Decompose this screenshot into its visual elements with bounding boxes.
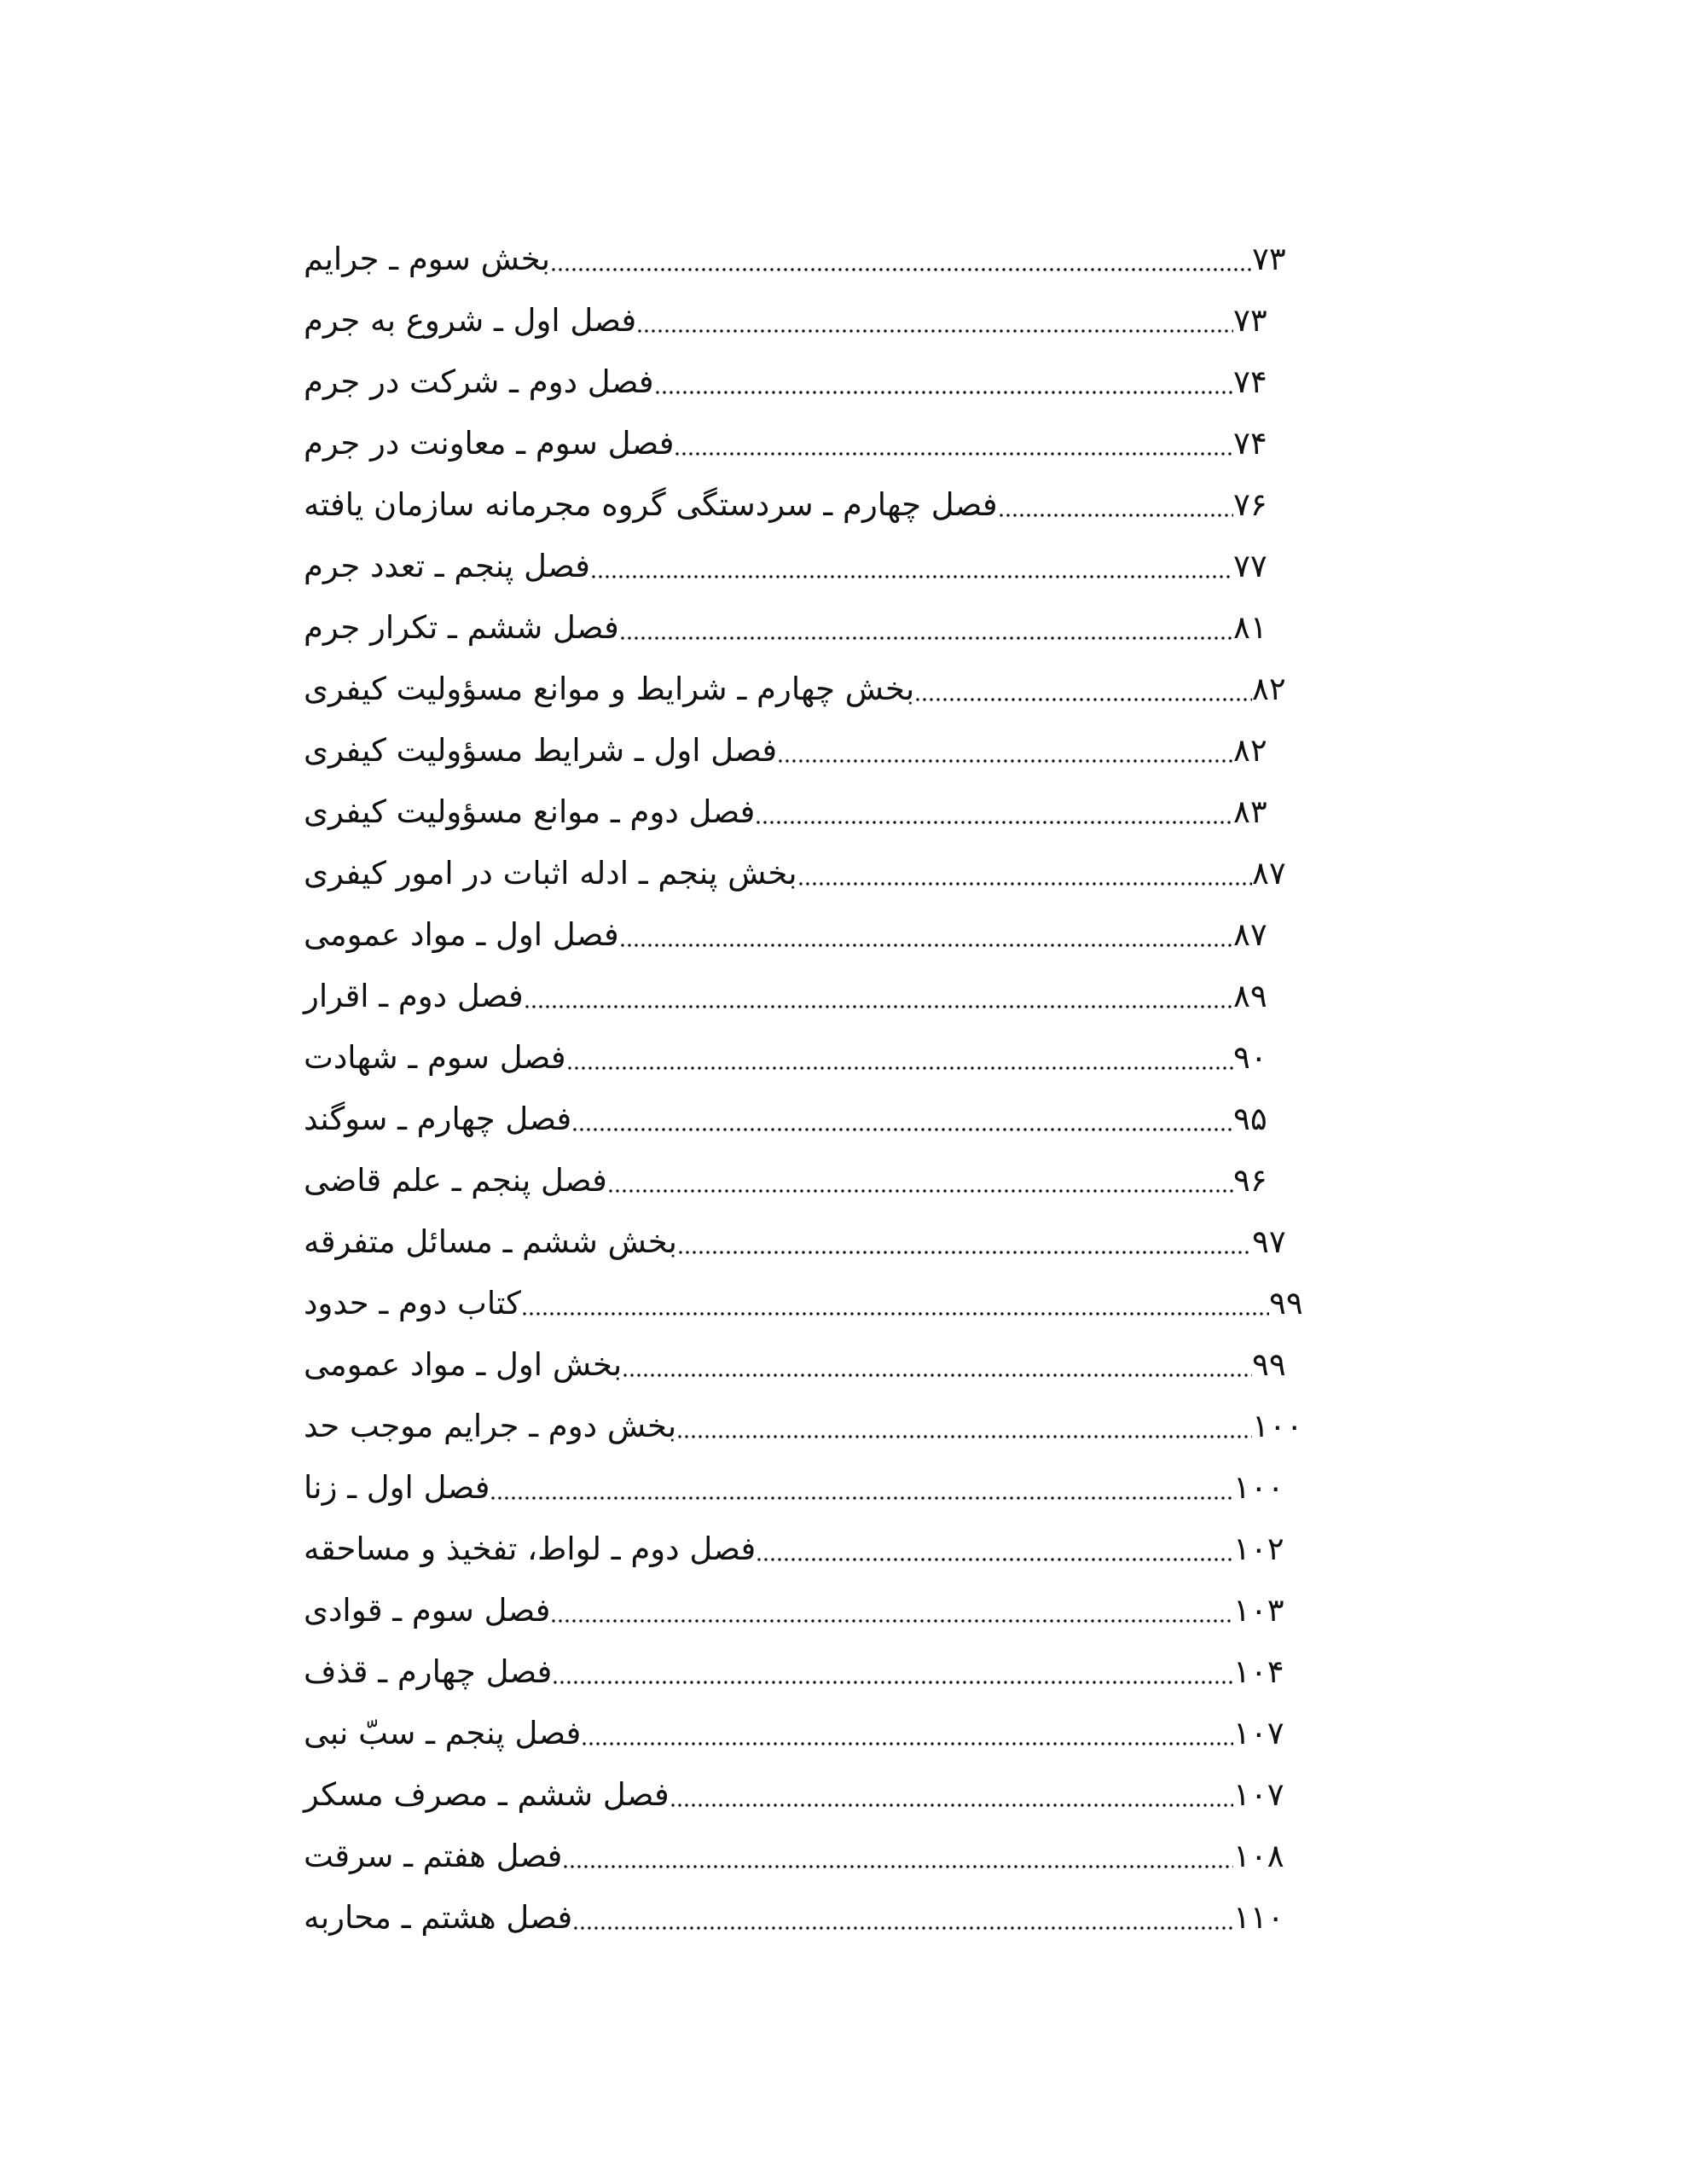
toc-entry-page: ۹۰ xyxy=(1233,1039,1267,1076)
toc-entry-page: ۷۶ xyxy=(1233,486,1267,523)
toc-entry-title: فصل هفتم ـ سرقت xyxy=(304,1838,563,1874)
toc-entry-page: ۷۳ xyxy=(1252,241,1286,277)
toc-entry[interactable] xyxy=(300,1580,1307,1641)
toc-entry-title: بخش چهارم ـ شرایط و موانع مسؤولیت کیفری xyxy=(304,671,915,707)
toc-entry[interactable] xyxy=(300,1273,1342,1334)
toc-entry-title: فصل سوم ـ شهادت xyxy=(304,1039,566,1076)
toc-entry-page: ۱۰۰ xyxy=(1252,1408,1303,1444)
toc-entry[interactable] xyxy=(300,781,1307,843)
dot-leader xyxy=(524,1003,1233,1010)
toc-entry-title: کتاب دوم ـ حدود xyxy=(304,1285,521,1321)
toc-entry-title: فصل چهارم ـ سوگند xyxy=(304,1101,572,1137)
toc-entry[interactable] xyxy=(300,597,1307,659)
dot-leader xyxy=(670,1802,1233,1809)
dot-leader xyxy=(552,1679,1233,1686)
toc-entry[interactable] xyxy=(300,1764,1307,1826)
toc-entry[interactable] xyxy=(300,1641,1307,1703)
toc-entry[interactable] xyxy=(300,290,1307,351)
toc-entry-title: فصل هشتم ـ محاربه xyxy=(304,1899,573,1936)
toc-entry[interactable] xyxy=(300,843,1325,904)
toc-entry-title: فصل سوم ـ معاونت در جرم xyxy=(304,425,675,462)
toc-entry[interactable] xyxy=(300,1211,1325,1273)
dot-leader xyxy=(998,512,1233,519)
dot-leader xyxy=(550,266,1252,273)
toc-entry[interactable] xyxy=(300,1703,1307,1764)
toc-entry[interactable] xyxy=(300,229,1325,290)
toc-entry-page: ۸۹ xyxy=(1233,978,1267,1014)
toc-entry-title: فصل دوم ـ موانع مسؤولیت کیفری xyxy=(304,793,756,830)
dot-leader xyxy=(654,389,1233,396)
toc-entry-title: بخش پنجم ـ ادله اثبات در امور کیفری xyxy=(304,855,797,892)
toc-entry-title: فصل پنجم ـ تعدد جرم xyxy=(304,548,590,584)
dot-leader xyxy=(676,1433,1252,1440)
dot-leader xyxy=(490,1495,1233,1502)
toc-entry-page: ۱۰۴ xyxy=(1233,1653,1284,1690)
dot-leader xyxy=(622,1372,1252,1379)
toc-entry[interactable] xyxy=(300,1887,1307,1949)
toc-entry-page: ۸۲ xyxy=(1233,732,1267,769)
toc-entry[interactable] xyxy=(300,351,1307,413)
dot-leader xyxy=(581,1740,1233,1747)
toc-entry[interactable] xyxy=(300,1027,1307,1089)
toc-entry-page: ۱۰۷ xyxy=(1233,1715,1284,1751)
dot-leader xyxy=(607,1188,1233,1194)
toc-entry-title: فصل دوم ـ لواط، تفخیذ و مساحقه xyxy=(304,1531,757,1567)
dot-leader xyxy=(619,942,1233,949)
dot-leader xyxy=(914,696,1252,703)
toc-entry-page: ۹۷ xyxy=(1252,1223,1286,1260)
toc-entry-title: فصل دوم ـ شرکت در جرم xyxy=(304,363,654,400)
toc-entry[interactable] xyxy=(300,1150,1307,1211)
toc-entry-page: ۱۰۷ xyxy=(1233,1776,1284,1813)
toc-entry-page: ۷۴ xyxy=(1233,425,1267,462)
toc-entry-page: ۹۵ xyxy=(1233,1101,1267,1137)
toc-entry-page: ۹۶ xyxy=(1233,1162,1267,1199)
toc-entry-page: ۸۳ xyxy=(1233,793,1267,830)
toc-entry-page: ۹۹ xyxy=(1252,1346,1286,1383)
toc-entry-title: فصل اول ـ شروع به جرم xyxy=(304,302,637,339)
toc-entry[interactable] xyxy=(300,1519,1307,1580)
toc-entry[interactable] xyxy=(300,1089,1307,1150)
toc-entry-title: بخش اول ـ مواد عمومی xyxy=(304,1346,623,1383)
table-of-contents xyxy=(0,229,1687,1969)
toc-entry-title: فصل چهارم ـ سردستگی گروه مجرمانه سازمان یافته xyxy=(304,486,998,523)
toc-entry-title: فصل ششم ـ مصرف مسکر xyxy=(304,1776,670,1813)
toc-entry[interactable] xyxy=(300,1396,1325,1457)
dot-leader xyxy=(797,880,1252,887)
dot-leader xyxy=(571,1126,1233,1133)
toc-entry-title: فصل دوم ـ اقرار xyxy=(304,978,524,1014)
dot-leader xyxy=(755,819,1233,826)
toc-entry[interactable] xyxy=(300,413,1307,474)
toc-entry[interactable] xyxy=(300,720,1307,781)
toc-entry-page: ۹۹ xyxy=(1269,1285,1303,1321)
toc-entry[interactable] xyxy=(300,1826,1307,1887)
toc-entry-title: فصل پنجم ـ سبّ نبی xyxy=(304,1715,582,1751)
toc-entry-page: ۱۱۰ xyxy=(1233,1899,1284,1936)
dot-leader xyxy=(521,1310,1269,1317)
dot-leader xyxy=(572,1925,1233,1931)
toc-entry[interactable] xyxy=(300,536,1307,597)
toc-entry-page: ۸۷ xyxy=(1252,855,1286,892)
toc-entry-title: بخش دوم ـ جرایم موجب حد xyxy=(304,1408,677,1444)
toc-entry-title: فصل پنجم ـ علم قاضی xyxy=(304,1162,607,1199)
dot-leader xyxy=(550,1618,1233,1624)
dot-leader xyxy=(756,1556,1233,1563)
toc-entry-page: ۷۳ xyxy=(1233,302,1267,339)
toc-entry-title: فصل ششم ـ تکرار جرم xyxy=(304,609,619,646)
toc-entry-page: ۸۷ xyxy=(1233,916,1267,953)
toc-entry-page: ۱۰۲ xyxy=(1233,1531,1284,1567)
dot-leader xyxy=(777,758,1233,764)
toc-entry-title: فصل چهارم ـ قذف xyxy=(304,1653,553,1690)
toc-entry-page: ۱۰۸ xyxy=(1233,1838,1284,1874)
toc-entry-page: ۸۲ xyxy=(1252,671,1286,707)
toc-entry[interactable] xyxy=(300,659,1325,720)
toc-entry[interactable] xyxy=(300,1457,1307,1519)
toc-entry-title: فصل اول ـ مواد عمومی xyxy=(304,916,619,953)
toc-entry[interactable] xyxy=(300,1334,1325,1396)
toc-entry-title: بخش ششم ـ مسائل متفرقه xyxy=(304,1223,677,1260)
toc-entry[interactable] xyxy=(300,966,1307,1027)
toc-entry-page: ۷۷ xyxy=(1233,548,1267,584)
toc-entry-title: فصل سوم ـ قوادی xyxy=(304,1592,551,1629)
toc-entry-title: بخش سوم ـ جرایم xyxy=(304,241,550,277)
toc-entry-page: ۱۰۳ xyxy=(1233,1592,1284,1629)
toc-entry-page: ۸۱ xyxy=(1233,609,1267,646)
dot-leader xyxy=(674,450,1233,457)
toc-entry-page: ۷۴ xyxy=(1233,363,1267,400)
dot-leader xyxy=(562,1863,1233,1870)
toc-entry-title: فصل اول ـ زنا xyxy=(304,1469,490,1506)
toc-entry-page: ۱۰۰ xyxy=(1233,1469,1284,1506)
dot-leader xyxy=(636,328,1233,334)
toc-entry[interactable] xyxy=(300,904,1307,966)
dot-leader xyxy=(677,1249,1252,1256)
dot-leader xyxy=(590,573,1233,580)
toc-entry[interactable] xyxy=(300,474,1307,536)
toc-entry-title: فصل اول ـ شرایط مسؤولیت کیفری xyxy=(304,732,778,769)
dot-leader xyxy=(566,1065,1233,1072)
dot-leader xyxy=(619,635,1233,642)
